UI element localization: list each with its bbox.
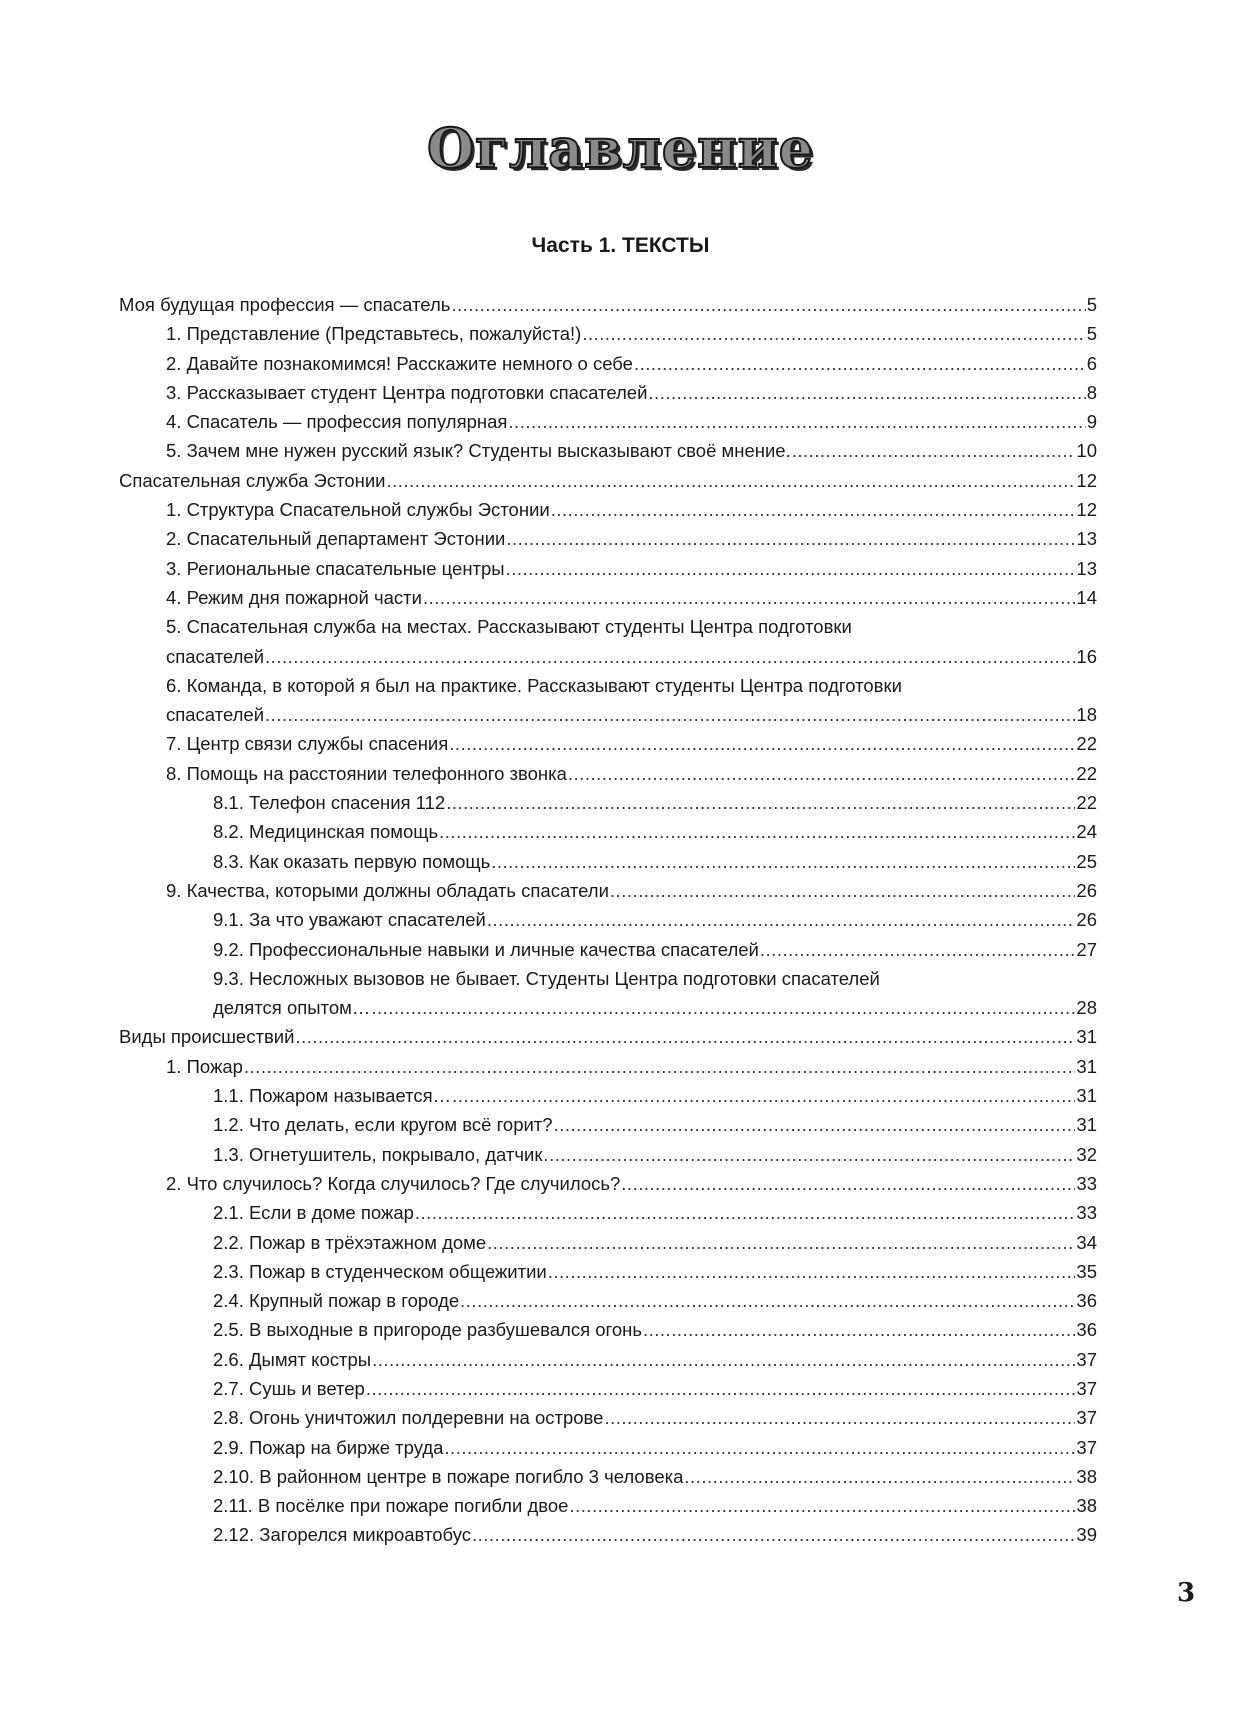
toc-entry-page: 32: [1076, 1143, 1097, 1165]
toc-entry-title: 5. Спасательная служба на местах. Рассказывают студенты Центра подготовки: [166, 616, 852, 638]
toc-entry-page: 8: [1086, 381, 1097, 403]
dot-leader: [415, 1198, 1076, 1227]
toc-entry-title: 2.7. Сушь и ветер: [213, 1377, 365, 1399]
toc-entry: [119, 788, 1097, 817]
toc-entry-continuation: [119, 642, 1097, 671]
toc-entry-title: 2.1. Если в доме пожар: [213, 1202, 414, 1224]
toc-entry: [119, 817, 1097, 846]
toc-entry-page: 10: [1076, 440, 1097, 462]
toc-entry-page: 36: [1076, 1290, 1097, 1312]
toc-entry: [119, 1286, 1097, 1315]
toc-entry-title: 2.5. В выходные в пригороде разбушевался огонь: [213, 1319, 642, 1341]
dot-leader: [548, 1257, 1076, 1286]
toc-entry-title: Моя будущая профессия — спасатель: [119, 294, 451, 315]
dot-leader: [423, 583, 1075, 612]
dot-leader: [371, 993, 1075, 1022]
toc-entry-title: 6. Команда, в которой я был на практике. Рассказывают студенты Центра подготовки: [166, 674, 902, 696]
toc-entry: [119, 876, 1097, 905]
toc-entry: [119, 729, 1097, 758]
toc-entry-title: 9.2. Профессиональные навыки и личные качества спасателей: [213, 938, 759, 960]
toc-entry-title: 2.9. Пожар на бирже труда: [213, 1436, 444, 1458]
toc-entry: [119, 1462, 1097, 1491]
toc-entry-page: 22: [1076, 762, 1097, 784]
toc-entry-page: 37: [1076, 1407, 1097, 1429]
dot-leader: [634, 349, 1086, 378]
toc-entry: [119, 935, 1097, 964]
dot-leader: [648, 378, 1085, 407]
toc-entry-page: 12: [1076, 469, 1097, 491]
toc-entry-page: 26: [1076, 909, 1097, 931]
toc-entry-title-continuation: делятся опытом…: [213, 997, 371, 1019]
toc-entry: [119, 1491, 1097, 1520]
toc-entry-title: 3. Региональные спасательные центры: [166, 557, 505, 579]
toc-entry-title-continuation: спасателей: [166, 704, 265, 726]
toc-entry-title: 9.3. Несложных вызовов не бывает. Студенты Центра подготовки спасателей: [213, 967, 880, 989]
toc-entry-title: 1. Структура Спасательной службы Эстонии: [166, 499, 550, 521]
dot-leader: [582, 319, 1085, 348]
toc-entry-title: 1.2. Что делать, если кругом всё горит?: [213, 1114, 553, 1136]
toc-entry: [119, 612, 1097, 641]
toc-entry-title: 4. Спасатель — профессия популярная: [166, 411, 508, 433]
toc-entry: [119, 378, 1097, 407]
toc-entry: [119, 1374, 1097, 1403]
toc-entry: [119, 554, 1097, 583]
toc-entry-page: 24: [1076, 821, 1097, 843]
toc-entry-page: 18: [1076, 704, 1097, 726]
toc-entry-page: 31: [1076, 1026, 1097, 1048]
toc-entry-title: 2.12. Загорелся микроавтобус: [213, 1524, 472, 1546]
toc-entry: [119, 1520, 1097, 1549]
toc-entry-page: 37: [1076, 1348, 1097, 1370]
toc-entry-page: 14: [1076, 586, 1097, 608]
dot-leader: [543, 1140, 1075, 1169]
toc-entry-page: 26: [1076, 879, 1097, 901]
toc-entry-page: 27: [1076, 938, 1097, 960]
toc-entry-page: 31: [1076, 1085, 1097, 1107]
dot-leader: [621, 1169, 1075, 1198]
toc-entry: [119, 1257, 1097, 1286]
toc-entry: [119, 671, 1097, 700]
toc-entry-title: 1.3. Огнетушитель, покрывало, датчик: [213, 1143, 543, 1165]
dot-leader: [372, 1345, 1075, 1374]
dot-leader: [610, 876, 1076, 905]
table-of-contents: [119, 290, 1097, 1550]
toc-entry-page: 39: [1076, 1524, 1097, 1546]
toc-entry-title: 9. Качества, которыми должны обладать спасатели: [166, 879, 609, 901]
toc-entry: [119, 1403, 1097, 1432]
toc-entry-continuation: [119, 700, 1097, 729]
dot-leader: [506, 524, 1075, 553]
toc-entry-title: 1.1. Пожаром называется…: [213, 1085, 452, 1107]
dot-leader: [684, 1462, 1075, 1491]
toc-entry: [119, 964, 1097, 993]
toc-entry-title: Спасательная служба Эстонии: [119, 469, 386, 491]
dot-leader: [387, 466, 1076, 495]
toc-entry-page: 13: [1076, 528, 1097, 550]
toc-entry-page: 5: [1086, 294, 1097, 315]
dot-leader: [244, 1052, 1076, 1081]
toc-entry: [119, 1140, 1097, 1169]
part-heading: Часть 1. ТЕКСТЫ: [531, 234, 710, 257]
toc-entry-page: 33: [1076, 1202, 1097, 1224]
dot-leader: [508, 407, 1085, 436]
dot-leader: [760, 935, 1076, 964]
toc-entry: [119, 847, 1097, 876]
toc-entry-title: 2. Спасательный департамент Эстонии: [166, 528, 506, 550]
dot-leader: [439, 817, 1075, 846]
page-title: Оглавление: [426, 116, 815, 180]
toc-entry-page: 38: [1076, 1495, 1097, 1517]
toc-entry-title: 2.2. Пожар в трёхэтажном доме: [213, 1231, 487, 1253]
toc-entry-page: 31: [1076, 1055, 1097, 1077]
dot-leader: [460, 1286, 1075, 1315]
toc-entry: [119, 495, 1097, 524]
dot-leader: [451, 290, 1085, 319]
toc-entry-page: 31: [1076, 1114, 1097, 1136]
toc-entry-title-continuation: спасателей: [166, 645, 265, 667]
toc-entry: [119, 759, 1097, 788]
toc-entry-page: 12: [1076, 499, 1097, 521]
toc-entry-page: 37: [1076, 1436, 1097, 1458]
dot-leader: [452, 1081, 1075, 1110]
toc-entry-title: 2. Что случилось? Когда случилось? Где случилось?: [166, 1172, 621, 1194]
dot-leader: [265, 642, 1075, 671]
dot-leader: [506, 554, 1076, 583]
toc-entry: [119, 524, 1097, 553]
dot-leader: [792, 436, 1076, 465]
toc-entry-title: 2.8. Огонь уничтожил полдеревни на острове: [213, 1407, 604, 1429]
toc-entry-title: 8.2. Медицинская помощь: [213, 821, 439, 843]
toc-entry: [119, 1228, 1097, 1257]
toc-entry-page: 34: [1076, 1231, 1097, 1253]
toc-entry-title: 8.1. Телефон спасения 112: [213, 792, 446, 814]
toc-entry-page: 33: [1076, 1172, 1097, 1194]
dot-leader: [491, 847, 1075, 876]
dot-leader: [554, 1110, 1076, 1139]
toc-entry-page: 38: [1076, 1465, 1097, 1487]
toc-entry: [119, 1022, 1097, 1051]
toc-entry-title: 4. Режим дня пожарной части: [166, 586, 422, 608]
toc-entry: [119, 436, 1097, 465]
dot-leader: [487, 905, 1076, 934]
toc-entry: [119, 407, 1097, 436]
toc-entry-page: 5: [1086, 323, 1097, 345]
dot-leader: [366, 1374, 1076, 1403]
toc-entry: [119, 1315, 1097, 1344]
page-number: 3: [1177, 1578, 1196, 1608]
toc-entry-continuation: [119, 993, 1097, 1022]
dot-leader: [569, 1491, 1075, 1520]
dot-leader: [643, 1315, 1075, 1344]
toc-entry: [119, 1110, 1097, 1139]
dot-leader: [472, 1520, 1075, 1549]
toc-entry-title: Виды происшествий: [119, 1026, 295, 1048]
toc-entry-title: 2.10. В районном центре в пожаре погибло 3 человека: [213, 1465, 684, 1487]
toc-entry-page: 6: [1086, 352, 1097, 374]
dot-leader: [568, 759, 1076, 788]
toc-entry: [119, 1169, 1097, 1198]
toc-entry: [119, 290, 1097, 319]
toc-entry-title: 1. Представление (Представьтесь, пожалуйста!): [166, 323, 582, 345]
toc-entry: [119, 1433, 1097, 1462]
toc-entry: [119, 349, 1097, 378]
toc-entry-page: 9: [1086, 411, 1097, 433]
toc-entry-title: 5. Зачем мне нужен русский язык? Студенты высказывают своё мнение.: [166, 440, 791, 462]
toc-entry-title: 3. Рассказывает студент Центра подготовки спасателей: [166, 381, 648, 403]
toc-entry-title: 2. Давайте познакомимся! Расскажите немного о себе: [166, 352, 633, 374]
toc-entry: [119, 1345, 1097, 1374]
toc-entry-title: 8. Помощь на расстоянии телефонного звонка: [166, 762, 567, 784]
dot-leader: [604, 1403, 1075, 1432]
toc-entry: [119, 1081, 1097, 1110]
toc-entry-page: 35: [1076, 1260, 1097, 1282]
toc-entry-title: 2.6. Дымят костры: [213, 1348, 372, 1370]
toc-entry-title: 8.3. Как оказать первую помощь: [213, 850, 491, 872]
dot-leader: [551, 495, 1076, 524]
toc-entry-page: 22: [1076, 733, 1097, 755]
toc-entry-title: 9.1. За что уважают спасателей: [213, 909, 486, 931]
dot-leader: [446, 788, 1075, 817]
toc-entry-page: 25: [1076, 850, 1097, 872]
dot-leader: [265, 700, 1075, 729]
toc-entry-page: 37: [1076, 1377, 1097, 1399]
dot-leader: [444, 1433, 1075, 1462]
toc-entry-title: 2.4. Крупный пожар в городе: [213, 1290, 460, 1312]
toc-entry: [119, 1052, 1097, 1081]
toc-entry-page: 13: [1076, 557, 1097, 579]
toc-entry-title: 2.3. Пожар в студенческом общежитии: [213, 1260, 547, 1282]
toc-entry-page: 28: [1076, 997, 1097, 1019]
dot-leader: [449, 729, 1075, 758]
toc-entry-page: 22: [1076, 792, 1097, 814]
toc-entry: [119, 319, 1097, 348]
toc-entry-page: 16: [1076, 645, 1097, 667]
toc-entry-title: 7. Центр связи службы спасения: [166, 733, 449, 755]
toc-entry: [119, 1198, 1097, 1227]
toc-entry: [119, 466, 1097, 495]
toc-entry-title: 1. Пожар: [166, 1055, 243, 1077]
toc-entry-title: 2.11. В посёлке при пожаре погибли двое: [213, 1495, 569, 1517]
dot-leader: [487, 1228, 1075, 1257]
toc-entry: [119, 583, 1097, 612]
toc-entry-page: 36: [1076, 1319, 1097, 1341]
dot-leader: [295, 1022, 1075, 1051]
toc-entry: [119, 905, 1097, 934]
